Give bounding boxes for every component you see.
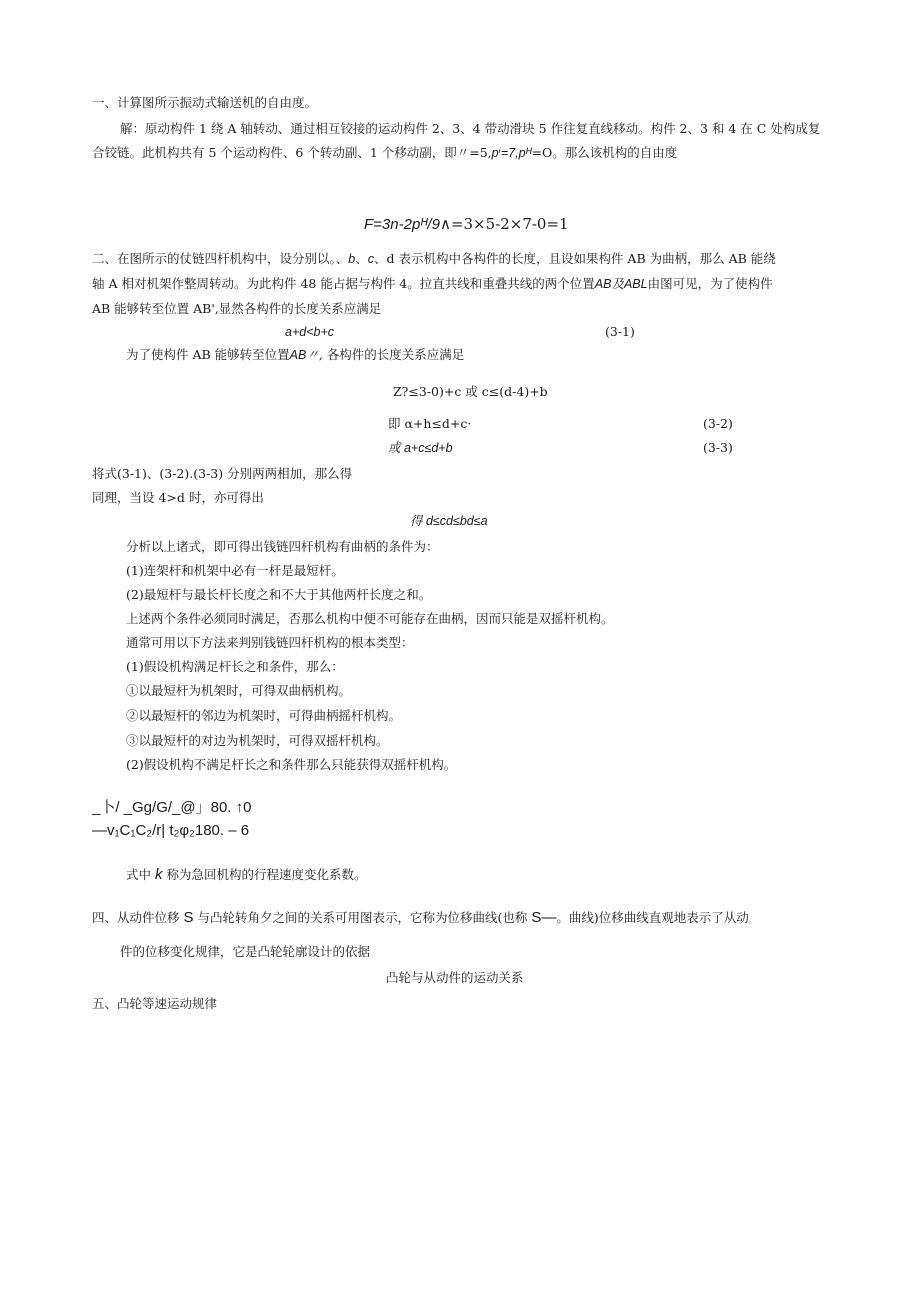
garbled-formula-1: _卜/ _Gg/G/_@」80. ↑0 — [92, 799, 252, 816]
section-1-heading: 一、计算图所示振动式输送机的自由度。 — [92, 95, 318, 110]
type-case-2: (2)假设机构不满足杆长之和条件那么只能获得双摇杆机构。 — [126, 757, 457, 772]
crank-condition-1: (1)连架杆和机架中必有一杆是最短杆。 — [126, 563, 344, 578]
similarly-line: 同理，当设 4>d 时，亦可得出 — [92, 490, 264, 505]
crank-condition-2: (2)最短杆与最长杆长度之和不大于其他两杆长度之和。 — [126, 587, 432, 602]
sum-line: 将式(3-1)、(3-2).(3-3) 分别两两相加，那么得 — [92, 466, 353, 481]
conditions-note: 上述两个条件必须同时满足，否那么机构中便不可能存在曲柄，因而只能是双摇杆机构。 — [126, 611, 614, 626]
condition-intro-line: 为了使构件 AB 能够转至位置AB〃, 各构件的长度关系应满足 — [126, 347, 465, 362]
section-2-line-1: 二、在图所示的仗链四杆机构中，设分别以。、b、c、d 表示机构中各构件的长度，且设如果构件 AB 为曲柄，那么 AB 能绕 — [92, 251, 776, 266]
section-5-heading: 五、凸轮等速运动规律 — [92, 996, 218, 1011]
coefficient-note: 式中 k 称为急回机构的行程速度变化系数。 — [126, 866, 367, 883]
type-intro: 通常可用以下方法来判别钱链四杆机构的根本类型： — [126, 635, 414, 650]
equation-3-3: 或 a+c≤d+b — [388, 441, 453, 455]
section-2-line-2: 轴 A 相对机架作整周转动。为此构件 48 能占据与构件 4。拉直共线和重叠共线的两个位置AB及ABL由图可见，为了使构件 — [92, 276, 773, 291]
type-case-1b: ②以最短杆的邻边为机架时，可得曲柄摇杆机构。 — [126, 708, 402, 723]
type-case-1c: ③以最短杆的对边为机架时，可得双摇杆机构。 — [126, 733, 389, 748]
solution-line-1: 解：原动构件 1 绕 A 轴转动、通过相互铰接的运动构件 2、3、4 带动滑块 5 作往复直线移动。构件 2、3 和 4 在 C 处构成复 — [120, 121, 821, 136]
figure-caption: 凸轮与从动件的运动关系 — [386, 970, 524, 985]
section-4-line-1: 四、从动件位移 S 与凸轮转角夕之间的关系可用图表示，它称为位移曲线(也称 S—。曲线)位移曲线直观地表示了从动 — [92, 909, 749, 926]
type-case-1: (1)假设机构满足杆长之和条件，那么： — [126, 659, 344, 674]
analysis-line: 分析以上诸式，即可得出钱链四杆机构有曲柄的条件为： — [126, 539, 439, 554]
equation-number-3-3: (3-3) — [703, 440, 733, 455]
solution-line-2: 合铰链。此机构共有 5 个运动构件、6 个转动副、1 个移动副，即〃=5,pⁱ=7,pᴴ=O。那么该机构的自由度 — [92, 145, 678, 160]
dof-formula: F=3n-2pᴴ/9∧=3×5-2×7-0=1 — [364, 215, 569, 233]
equation-3-2: 即 α+h≤d+c· — [388, 416, 472, 431]
equation-alt: Z?≤3-0)+c 或 c≤(d-4)+b — [393, 384, 548, 399]
equation-3-1: a+d<b+c — [285, 325, 335, 339]
equation-number-3-1: (3-1) — [605, 324, 635, 339]
result-inequality: 得 d≤cd≤bd≤a — [410, 514, 488, 528]
equation-number-3-2: (3-2) — [703, 416, 733, 431]
garbled-formula-2: —v₁C₁C₂/r| t₂φ₂180. – 6 — [92, 822, 250, 839]
type-case-1a: ①以最短杆为机架时，可得双曲柄机构。 — [126, 683, 352, 698]
section-4-line-2: 件的位移变化规律，它是凸轮轮廓设计的依据 — [120, 944, 371, 959]
section-2-line-3: AB 能够转至位置 AB',显然各构件的长度关系应满足 — [92, 301, 382, 316]
